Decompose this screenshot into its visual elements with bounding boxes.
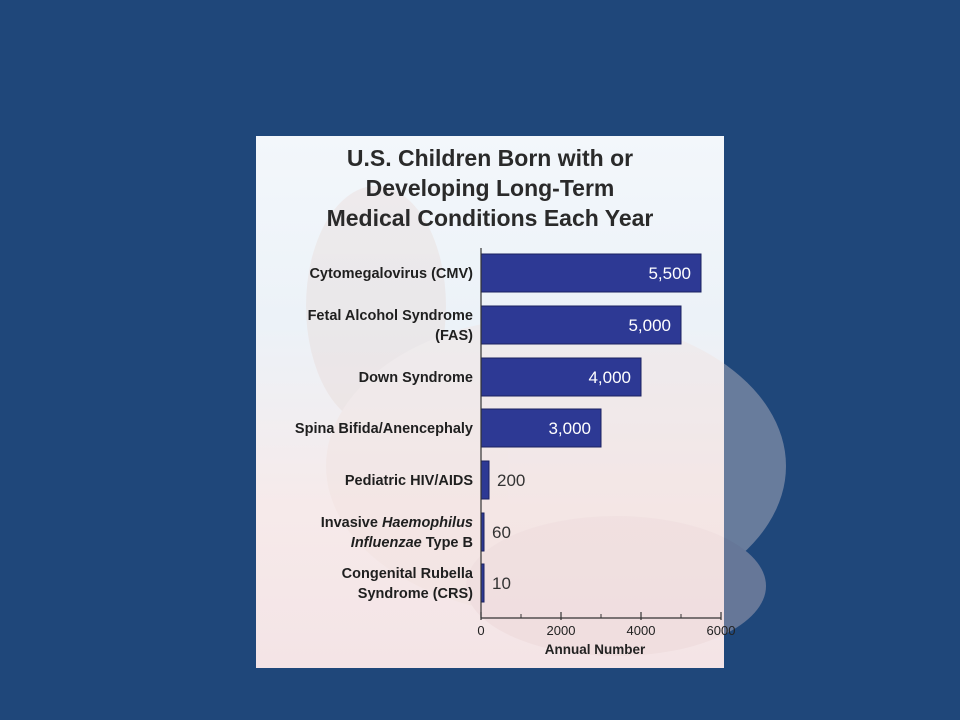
x-tick-label: 0 [477,623,485,638]
chart-title-line-1: U.S. Children Born with or [346,145,634,171]
value-label: 200 [497,471,526,490]
category-label: Cytomegalovirus (CMV) [309,266,473,282]
value-label: 3,000 [548,419,591,438]
value-label: 10 [492,574,511,593]
category-label: Invasive Haemophilus Influenzae Type B [320,515,473,551]
bar-chart [256,136,736,668]
category-label: Fetal Alcohol Syndrome (FAS) [307,308,473,344]
category-label: Pediatric HIV/AIDS [344,473,473,489]
value-label: 5,500 [648,264,691,283]
chart-title [327,145,654,231]
x-tick-label: 4000 [626,623,656,638]
x-tick-label: 2000 [546,623,576,638]
value-label: 5,000 [628,316,671,335]
x-tick-label: 6000 [706,623,736,638]
x-axis-title: Annual Number [544,642,646,657]
category-label: Congenital Rubella Syndrome (CRS) [341,566,473,602]
category-label: Down Syndrome [358,370,473,386]
category-label: Spina Bifida/Anencephaly [294,421,473,437]
bar [481,461,489,499]
value-label: 60 [492,523,511,542]
chart-title-line-3: Medical Conditions Each Year [326,205,654,231]
chart-title-line-2: Developing Long-Term [365,175,615,201]
chart-card [256,136,736,668]
value-label: 4,000 [588,368,631,387]
